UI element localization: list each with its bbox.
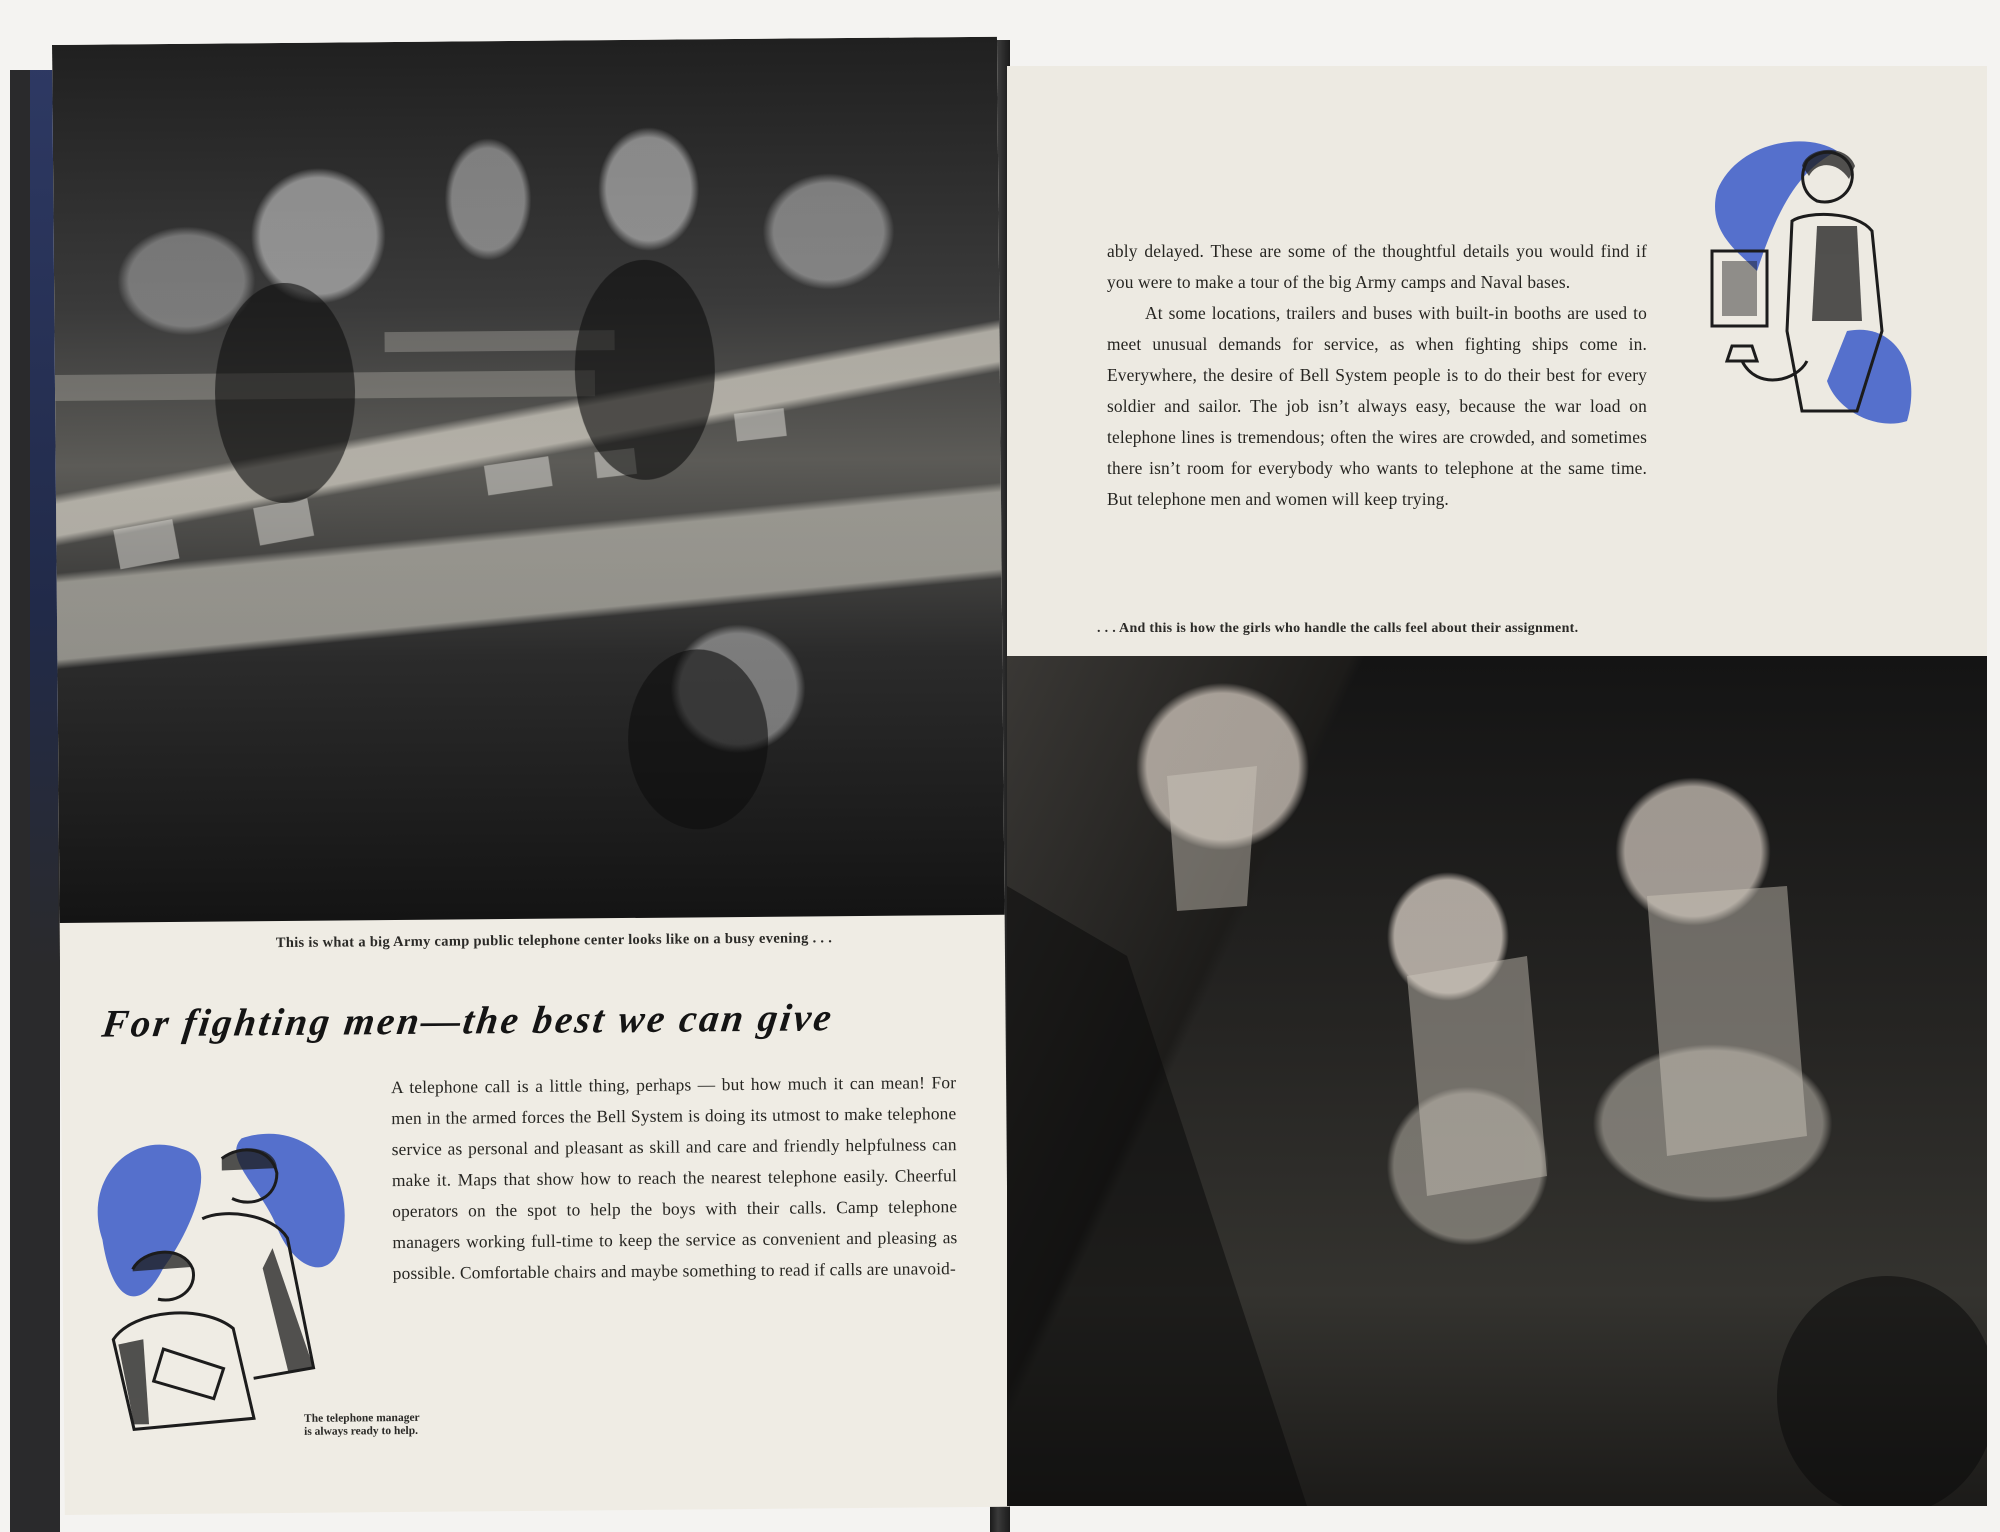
photo-detail [1007,656,1987,1506]
telephone-operators-photo [1007,656,1987,1506]
page-headline: For fighting men—the best we can give [99,996,837,1046]
left-body-paragraph: A telephone call is a little thing, perhaps — but how much it can mean! For men in the armed forces the Bell System is doing its utmost to make telephone service as personal and pleasant as skill and care and friendly helpfulness can make it. Maps that show how to reach the nearest telephone easily. Cheerful operators on the spot to help the boys with their calls. Camp telephone managers working full-time to keep the service as convenient and pleasing as possible. Comfortable chairs and maybe something to read if calls are unavoid- [391,1072,958,1284]
right-page [1007,66,1987,1506]
left-body-text [391,1067,958,1289]
left-page [52,37,1010,1515]
photo-detail [52,37,1005,923]
illustration-caption-line-2: is always ready to help. [304,1424,419,1438]
illustration-caption-line-1: The telephone manager [303,1411,420,1425]
right-body-text [1107,236,1647,515]
illustration-caption [304,1412,420,1439]
camp-photo-caption: This is what a big Army camp public telephone center looks like on a busy evening . . . [275,930,833,952]
woman-on-telephone-illustration [1697,131,1927,441]
right-body-paragraph-1: ably delayed. These are some of the thoughtful details you would find if you were to make a tour of the big Army camps and Naval bases. [1107,241,1647,292]
operators-photo-caption: . . . And this is how the girls who handle the calls feel about their assignment. [1097,621,1579,636]
army-camp-telephone-center-photo [52,37,1005,923]
soldiers-illustration [71,1117,364,1460]
right-body-paragraph-2: At some locations, trailers and buses with built-in booths are used to meet unusual demands for service, as when fighting ships come in. Everywhere, the desire of Bell System people is to do their best for every soldier and sailor. The job isn’t always easy, because the war load on telephone lines is tremendous; often the wires are crowded, and sometimes there isn’t room for everybody who wants to telephone at the same time. But telephone men and women will keep trying. [1107,303,1647,509]
